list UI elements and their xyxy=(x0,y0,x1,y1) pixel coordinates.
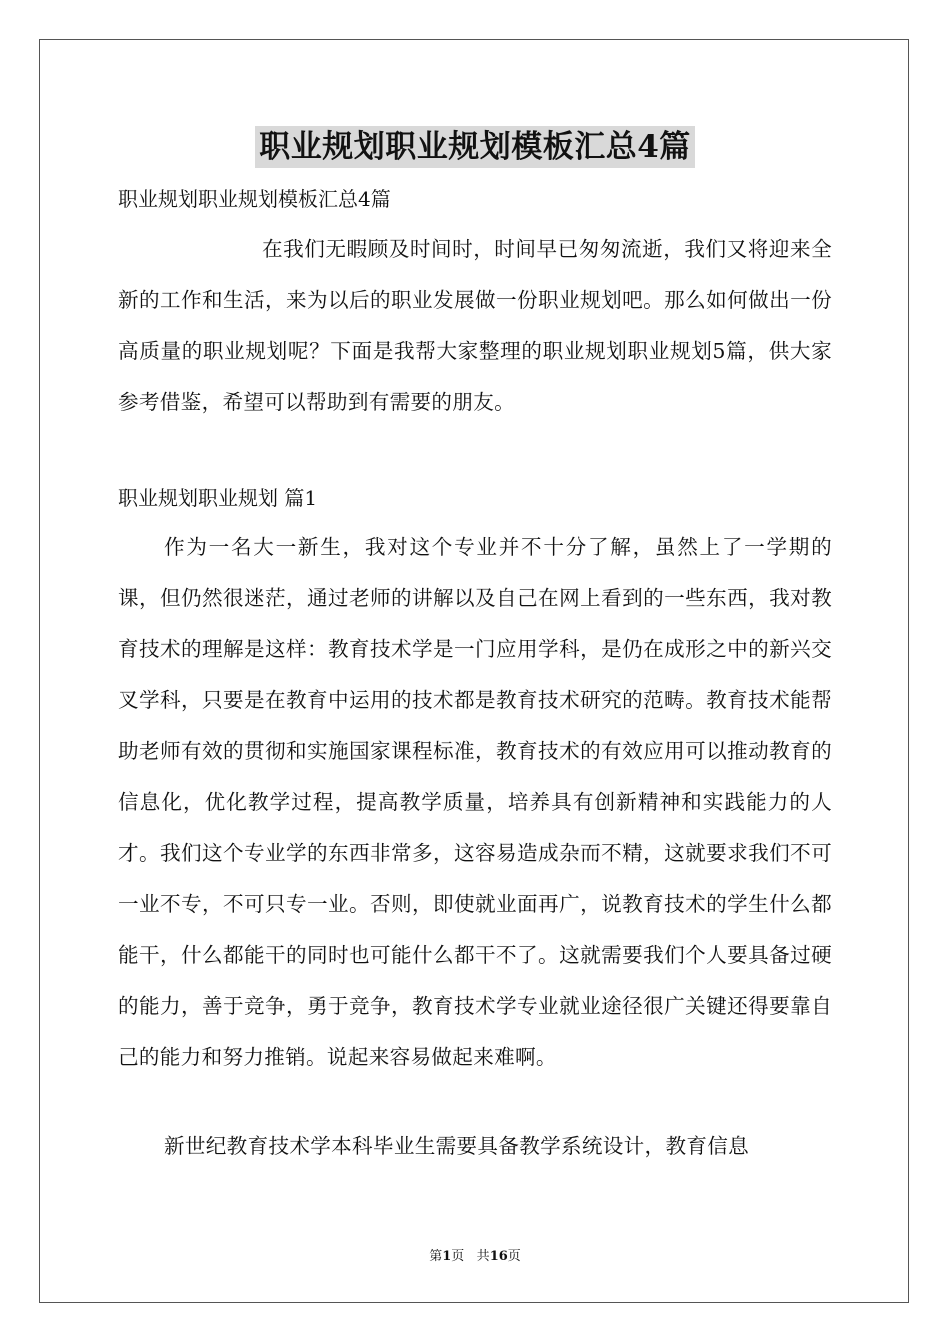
footer-total-pages: 16 xyxy=(489,1249,508,1264)
footer-page-prefix: 第 xyxy=(429,1249,443,1264)
intro-paragraph: 在我们无暇顾及时间时，时间早已匆匆流逝，我们又将迎来全新的工作和生活，来为以后的职业发展做一份职业规划吧。那么如何做出一份高质量的职业规划呢？下面是我帮大家整理的职业规划职业规划5篇，供大家参考借鉴，希望可以帮助到有需要的朋友。 xyxy=(118,237,832,414)
title-container xyxy=(0,126,950,168)
section-heading: 职业规划职业规划 篇1 xyxy=(118,486,318,510)
body-paragraph-1: 作为一名大一新生，我对这个专业并不十分了解，虽然上了一学期的课，但仍然很迷茫，通过老师的讲解以及自己在网上看到的一些东西，我对教育技术的理解是这样：教育技术学是一门应用学科，是仍在成形之中的新兴交叉学科，只要是在教育中运用的技术都是教育技术研究的范畴。教育技术能帮助老师有效的贯彻和实施国家课程标准，教育技术的有效应用可以推动教育的信息化，优化教学过程，提高教学质量，培养具有创新精神和实践能力的人才。我们这个专业学的东西非常多，这容易造成杂而不精，这就要求我们不可一业不专，不可只专一业。否则，即使就业面再广，说教育技术的学生什么都能干，什么都能干的同时也可能什么都干不了。这就需要我们个人要具备过硬的能力，善于竞争，勇于竞争，教育技术学专业就业途径很广关键还得要靠自己的能力和努力推销。说起来容易做起来难啊。 xyxy=(118,535,832,1069)
body-paragraph-2: 新世纪教育技术学本科毕业生需要具备教学系统设计，教育信息 xyxy=(164,1134,750,1158)
footer-page-suffix: 页 xyxy=(451,1249,465,1264)
footer-total-prefix: 共 xyxy=(476,1249,490,1264)
footer-page-number: 1 xyxy=(442,1249,452,1264)
document-title: 职业规划职业规划模板汇总4篇 xyxy=(255,126,695,168)
page-footer xyxy=(0,1248,950,1266)
document-subtitle: 职业规划职业规划模板汇总4篇 xyxy=(118,187,391,211)
footer-total-suffix: 页 xyxy=(507,1249,521,1264)
